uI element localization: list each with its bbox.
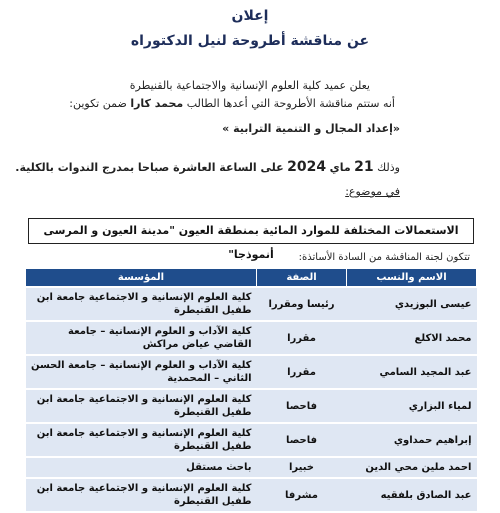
member-institution: كلية الآداب و العلوم الإنسانية – جامعة الحسن الثاني – المحمدية	[26, 355, 257, 389]
member-role: فاحصا	[257, 423, 347, 457]
announcement-subtitle: عن مناقشة أطروحة لنيل الدكتوراه	[130, 33, 370, 49]
table-row	[26, 389, 477, 423]
table-row	[26, 457, 477, 478]
member-name: عيسى البوزيدي	[347, 287, 477, 321]
date-line	[15, 159, 400, 175]
member-name: احمد ملين محي الدين	[347, 457, 477, 478]
announcement-title: إعلان	[231, 8, 269, 24]
date-year: 2024	[287, 159, 327, 175]
member-institution: كلية الآداب و العلوم الإنسانية – جامعة القاضي عياض مراكش	[26, 321, 257, 355]
member-institution: كلية العلوم الإنسانية و الاجتماعية جامعة ابن طفيل القنيطرة	[26, 423, 257, 457]
table-row	[26, 355, 477, 389]
member-role: فاحصا	[257, 389, 347, 423]
member-name: محمد الاكلع	[347, 321, 477, 355]
student-name: محمد كارا	[130, 97, 184, 110]
member-institution: كلية العلوم الإنسانية و الاجتماعية جامعة ابن طفيل القنيطرة	[26, 287, 257, 321]
table-row	[26, 423, 477, 457]
student-line-before: أنه ستتم مناقشة الأطروحة التي أعدها الطالب	[186, 97, 395, 110]
member-role: خبيرا	[257, 457, 347, 478]
table-row	[26, 321, 477, 355]
header-name: الاسم والنسب	[347, 269, 477, 288]
topic-label: في موضوع:	[345, 185, 400, 198]
member-name: عبد المجيد السامي	[347, 355, 477, 389]
thesis-topic: الاستعمالات المختلفة للموارد المائية بمنطقة العيون "مدينة العيون و المرسى أنموذجا"	[28, 218, 474, 244]
member-name: لمياء البزاري	[347, 389, 477, 423]
member-role: رئيسا ومقررا	[257, 287, 347, 321]
header-institution: المؤسسة	[26, 269, 257, 288]
dean-announcement-line: يعلن عميد كلية العلوم الإنسانية والاجتماعية بالقنيطرة	[129, 79, 370, 92]
committee-table	[25, 268, 477, 513]
member-role: مقررا	[257, 355, 347, 389]
committee-note: تتكون لجنة المناقشة من السادة الأساتذة:	[298, 252, 470, 263]
member-name: عبد الصادق بلفقيه	[347, 478, 477, 512]
date-month: ماي	[329, 161, 351, 174]
member-institution: كلية العلوم الإنسانية و الاجتماعية جامعة ابن طفيل القنيطرة	[26, 478, 257, 512]
table-header-row	[26, 269, 477, 288]
table-row	[26, 478, 477, 512]
table-row	[26, 287, 477, 321]
date-day: 21	[354, 159, 374, 175]
member-institution: كلية العلوم الإنسانية و الاجتماعية جامعة ابن طفيل القنيطرة	[26, 389, 257, 423]
program-name: «إعداد المجال و التنمية الترابية »	[222, 122, 400, 135]
date-line-before: وذلك	[377, 161, 400, 174]
header-role: الصفة	[257, 269, 347, 288]
member-institution: باحث مستقل	[26, 457, 257, 478]
student-line-after: ضمن تكوين:	[69, 97, 127, 110]
student-line	[69, 97, 395, 110]
member-name: إبراهيم حمداوي	[347, 423, 477, 457]
member-role: مقررا	[257, 321, 347, 355]
date-line-after: على الساعة العاشرة صباحا بمدرج الندوات بالكلية.	[15, 161, 284, 174]
member-role: مشرفا	[257, 478, 347, 512]
